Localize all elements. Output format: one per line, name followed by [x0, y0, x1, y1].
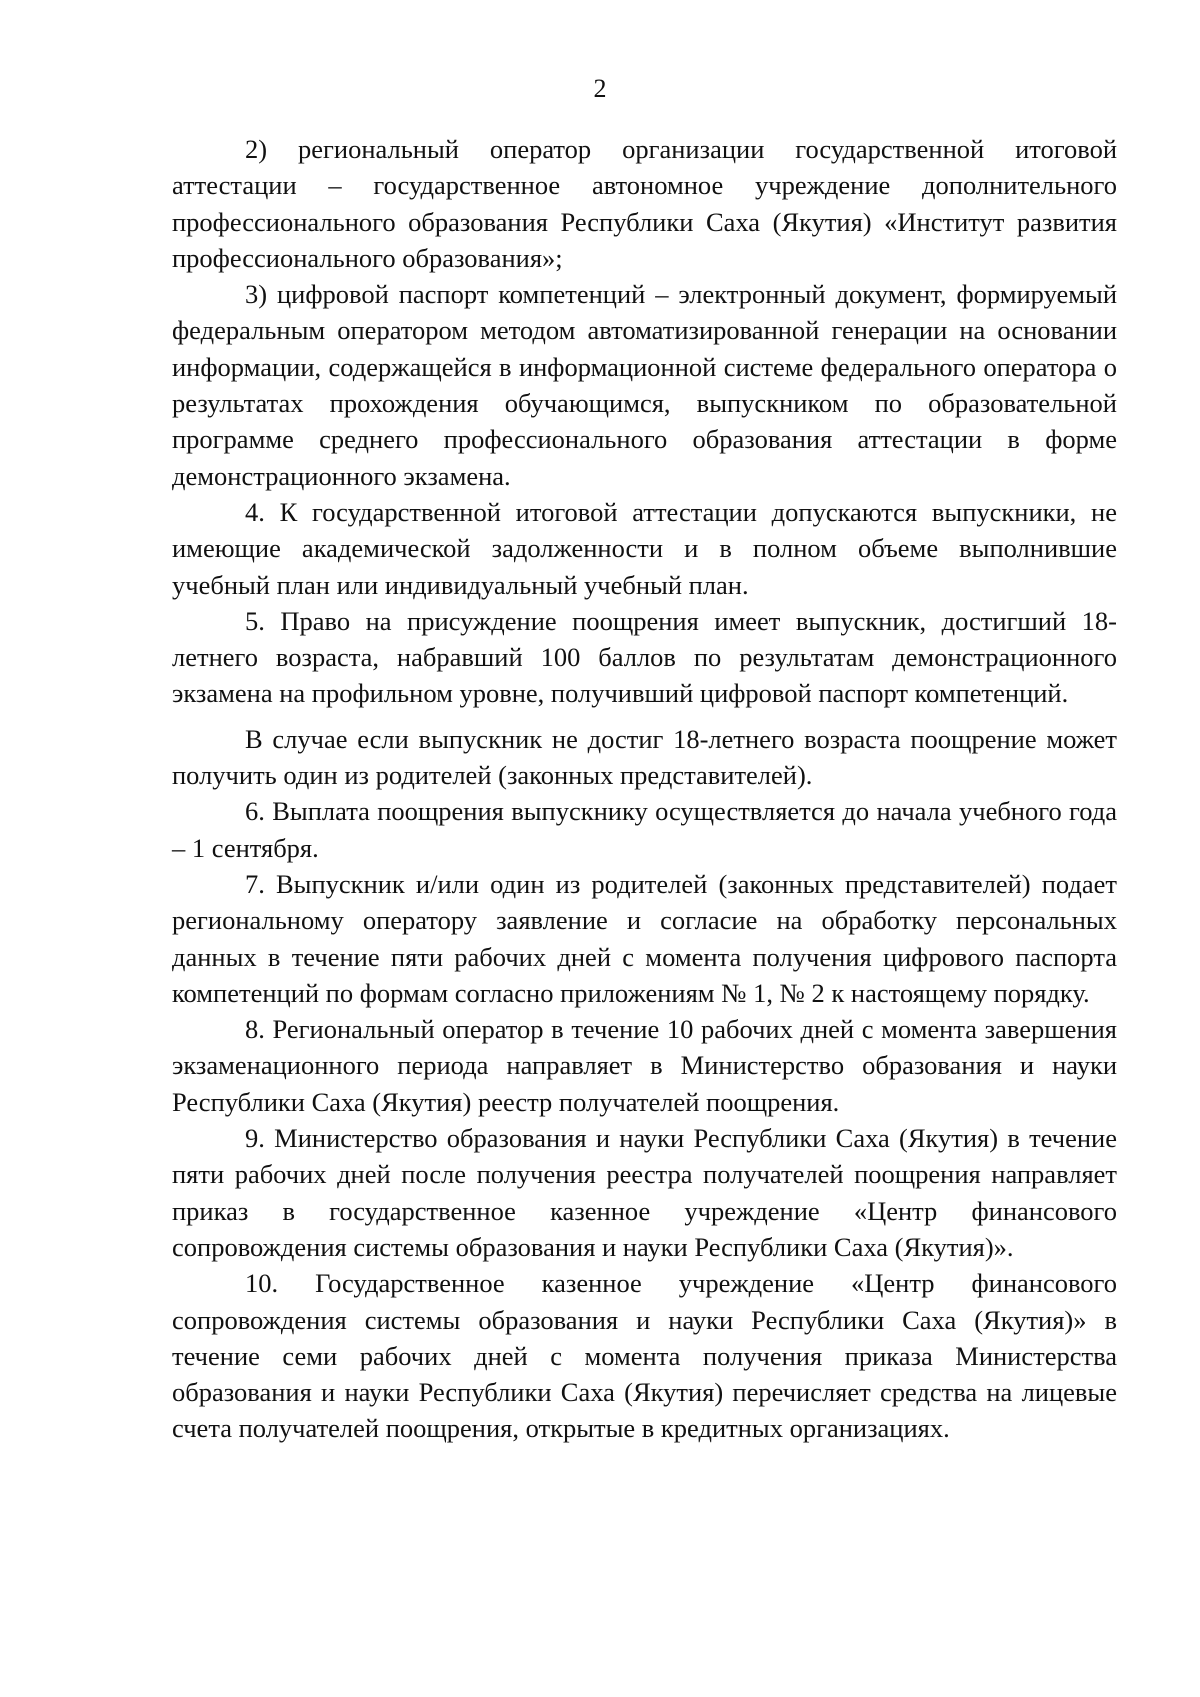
paragraph-item-5: 5. Право на присуждение поощрения имеет выпускник, достигший 18-летнего возраста, набравший 100 баллов по результатам демонстрационного экзамена на профильном уровне, получивший цифровой паспорт компетенций. — [172, 605, 1117, 709]
paragraph-item-4: 4. К государственной итоговой аттестации допускаются выпускники, не имеющие академической задолженности и в полном объеме выполнившие учебный план или индивидуальный учебный план. — [172, 496, 1117, 600]
document-body — [172, 131, 1117, 1447]
paragraph-item-2: 2) региональный оператор организации государственной итоговой аттестации – государственное автономное учреждение дополнительного профессионального образования Республики Саха (Якутия) «Институт развития профессионального образования»; — [172, 134, 1117, 273]
page-number: 2 — [593, 74, 607, 103]
paragraph-item-9: 9. Министерство образования и науки Республики Саха (Якутия) в течение пяти рабочих дней после получения реестра получателей поощрения направляет приказ в государственное казенное учреждение «Центр финансового сопровождения системы образования и науки Республики Саха (Якутия)». — [172, 1123, 1117, 1262]
paragraph-item-8: 8. Региональный оператор в течение 10 рабочих дней с момента завершения экзаменационного периода направляет в Министерство образования и науки Республики Саха (Якутия) реестр получателей поощрения. — [172, 1014, 1117, 1117]
paragraph-item-10: 10. Государственное казенное учреждение «Центр финансового сопровождения системы образования и науки Республики Саха (Якутия)» в течение семи рабочих дней с момента получения приказа Министерства образования и науки Республики Саха (Якутия) перечисляет средства на лицевые счета получателей поощрения, открытые в кредитных организациях. — [172, 1268, 1117, 1444]
paragraph-item-7: 7. Выпускник и/или один из родителей (законных представителей) подает региональному оператору заявление и согласие на обработку персональных данных в течение пяти рабочих дней с момента получения цифрового паспорта компетенций по формам согласно приложениям № 1, № 2 к настоящему порядку. — [172, 868, 1117, 1008]
paragraph-item-6: 6. Выплата поощрения выпускнику осуществляется до начала учебного года – 1 сентября. — [172, 796, 1117, 863]
paragraph-under-18-case: В случае если выпускник не достиг 18-летнего возраста поощрение может получить один из родителей (законных представителей). — [172, 723, 1117, 791]
paragraph-item-3: 3) цифровой паспорт компетенций – электронный документ, формируемый федеральным оператором методом автоматизированной генерации на основании информации, содержащейся в информационной системе федерального оператора о результатах прохождения обучающимся, выпускником по образовательной программе среднего профессионального образования аттестации в форме демонстрационного экзамена. — [172, 279, 1117, 491]
